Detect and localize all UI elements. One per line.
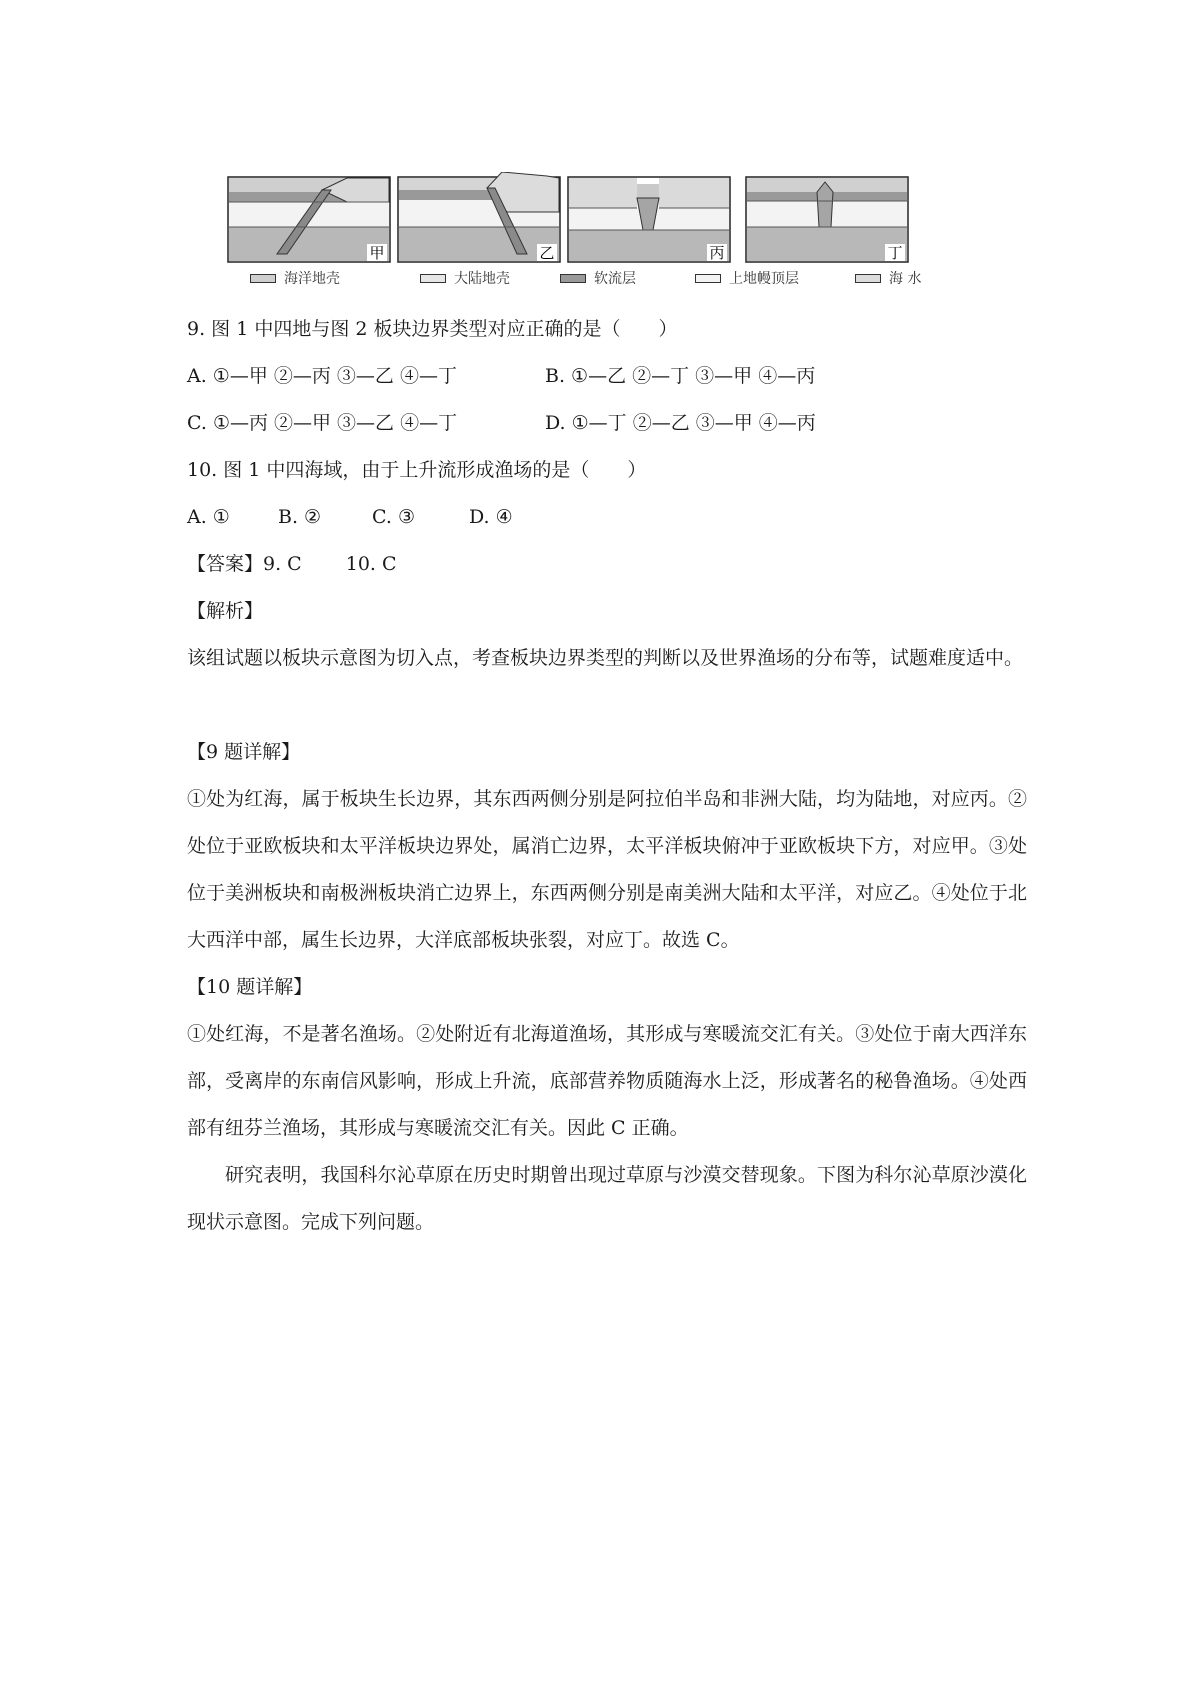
diagram-bing-label: 丙	[709, 244, 725, 262]
option-9-a: A. ①—甲 ②—丙 ③—乙 ④—丁	[187, 365, 457, 387]
plate-boundary-figure	[225, 172, 985, 287]
detail-10-text: ①处红海，不是著名渔场。②处附近有北海道渔场，其形成与寒暖流交汇有关。③处位于南大西洋东部，受离岸的东南信风影响，形成上升流，底部营养物质随海水上泛，形成著名的秘鲁渔场。④处西部有纽芬兰渔场，其形成与寒暖流交汇有关。因此 C 正确。	[187, 1023, 1027, 1139]
diagram-bing-graphic	[567, 172, 732, 264]
diagram-ding	[745, 172, 910, 264]
legend-asthenosphere	[560, 268, 636, 288]
answer-q9: 9. C	[263, 553, 302, 575]
legend-label: 海洋地壳	[284, 271, 340, 287]
oceanic-crust-swatch	[250, 274, 276, 283]
detail-9-text: ①处为红海，属于板块生长边界，其东西两侧分别是阿拉伯半岛和非洲大陆，均为陆地，对应丙。②处位于亚欧板块和太平洋板块边界处，属消亡边界，太平洋板块俯冲于亚欧板块下方，对应甲。③处位于美洲板块和南极洲板块消亡边界上，东西两侧分别是南美洲大陆和太平洋，对应乙。④处位于北大西洋中部，属生长边界，大洋底部板块张裂，对应丁。故选 C。	[187, 788, 1027, 951]
option-10-d: D. ④	[469, 506, 513, 528]
option-10-c: C. ③	[372, 506, 415, 528]
legend-label: 海 水	[889, 271, 922, 287]
option-9-d: D. ①—丁 ②—乙 ③—甲 ④—丙	[545, 412, 816, 434]
legend-seawater	[855, 268, 921, 288]
legend-continental-crust	[420, 268, 510, 288]
legend-label: 软流层	[594, 271, 636, 287]
diagram-bing	[567, 172, 732, 264]
diagram-ding-label: 丁	[887, 244, 903, 262]
answer-line	[187, 553, 397, 575]
detail-9-heading: 【9 题详解】	[187, 741, 301, 763]
option-10-b: B. ②	[278, 506, 322, 528]
answer-q10: 10. C	[345, 553, 397, 575]
diagram-yi	[397, 172, 562, 264]
option-9-c: C. ①—丙 ②—甲 ③—乙 ④—丁	[187, 412, 458, 434]
analysis-heading: 【解析】	[187, 600, 264, 622]
option-10-a: A. ①	[187, 506, 230, 528]
diagram-yi-graphic	[397, 172, 562, 264]
legend-oceanic-crust	[250, 268, 340, 288]
asthenosphere-swatch	[560, 274, 586, 283]
legend-label: 上地幔顶层	[729, 271, 799, 287]
diagram-jia-graphic	[227, 172, 392, 264]
question-10-stem: 10. 图 1 中四海域，由于上升流形成渔场的是（ ）	[187, 459, 647, 481]
diagram-jia	[227, 172, 392, 264]
question-9-stem: 9. 图 1 中四地与图 2 板块边界类型对应正确的是（ ）	[187, 318, 678, 340]
detail-10-heading: 【10 题详解】	[187, 976, 313, 998]
answer-label: 【答案】	[187, 553, 264, 575]
legend-upper-mantle-top	[695, 268, 799, 288]
legend-label: 大陆地壳	[454, 271, 510, 287]
upper-mantle-top-swatch	[695, 274, 721, 283]
figure-legend	[225, 268, 985, 286]
analysis-text: 该组试题以板块示意图为切入点，考查板块边界类型的判断以及世界渔场的分布等，试题难度适中。	[187, 647, 1024, 669]
continental-crust-swatch	[420, 274, 446, 283]
diagram-ding-graphic	[745, 172, 910, 264]
seawater-swatch	[855, 274, 881, 283]
option-9-b: B. ①—乙 ②—丁 ③—甲 ④—丙	[545, 365, 816, 387]
diagram-yi-label: 乙	[539, 244, 555, 262]
intro-paragraph: 研究表明，我国科尔沁草原在历史时期曾出现过草原与沙漠交替现象。下图为科尔沁草原沙漠化现状示意图。完成下列问题。	[187, 1164, 1027, 1233]
diagram-jia-label: 甲	[369, 244, 385, 262]
